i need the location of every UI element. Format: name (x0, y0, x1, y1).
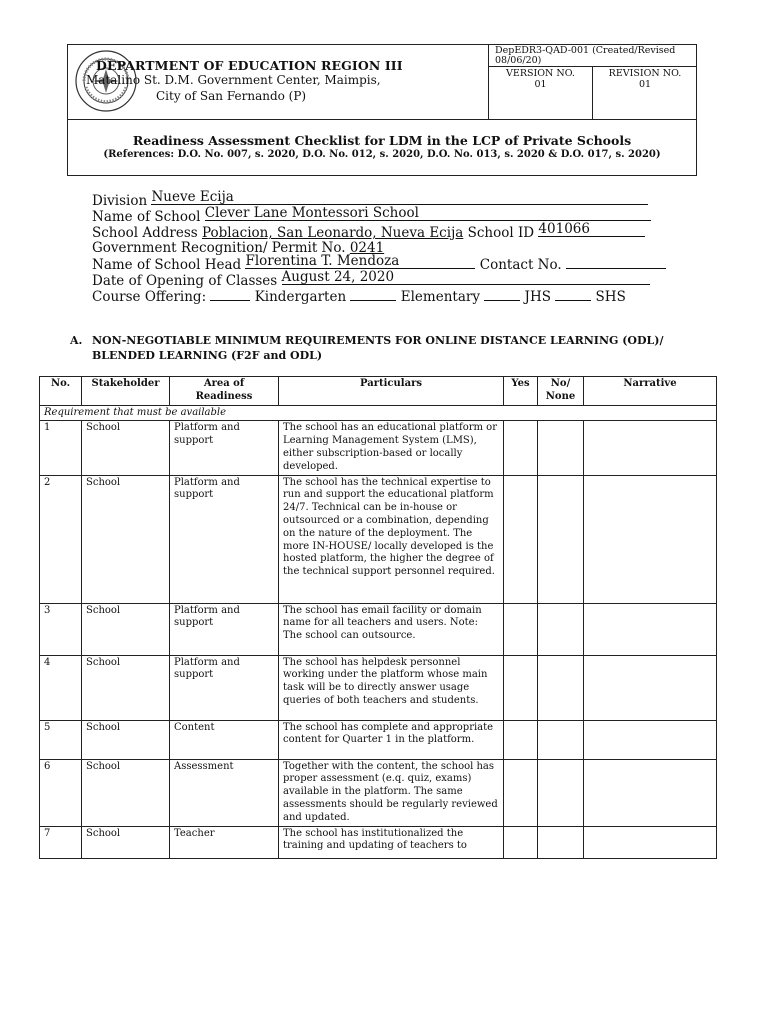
division-value: Nueve Ecija (151, 189, 234, 205)
revision-label: REVISION NO. (608, 68, 682, 79)
school-id-field (538, 221, 645, 237)
section-a-letter: A. (70, 334, 83, 347)
header-top-row (68, 45, 696, 120)
row-yes-cell[interactable] (504, 720, 538, 759)
opening-date-label: Date of Opening of Classes (92, 273, 282, 289)
header-narrative: Narrative (584, 377, 717, 406)
row-particulars: The school has institutionalized the training and updating of teachers to (279, 826, 504, 858)
course-offering-line (92, 288, 626, 305)
row-yes-cell[interactable] (504, 603, 538, 655)
row-no: 5 (40, 720, 82, 759)
row-area: Platform and support (170, 475, 279, 603)
row-narrative-cell[interactable] (584, 655, 717, 720)
requirements-table (39, 376, 717, 859)
document-references: (References: D.O. No. 007, s. 2020, D.O. No. 012, s. 2020, D.O. No. 013, s. 2020 & D.O. 017, s. 2020) (103, 149, 661, 160)
requirement-subheader: Requirement that must be available (40, 405, 717, 421)
jhs-label: JHS (520, 289, 556, 305)
row-stakeholder: School (82, 475, 170, 603)
header-yes: Yes (504, 377, 538, 406)
table-row (40, 603, 717, 655)
opening-date-field (281, 269, 650, 285)
row-yes-cell[interactable] (504, 475, 538, 603)
school-head-label: Name of School Head (92, 257, 246, 273)
row-stakeholder: School (82, 421, 170, 475)
section-a-line1: NON-NEGOTIABLE MINIMUM REQUIREMENTS FOR ONLINE DISTANCE LEARNING (ODL)/ (92, 334, 664, 347)
shs-label: SHS (591, 289, 626, 305)
division-label: Division (92, 193, 152, 209)
row-area: Platform and support (170, 655, 279, 720)
table-header-row (40, 377, 717, 406)
row-stakeholder: School (82, 655, 170, 720)
row-stakeholder: School (82, 603, 170, 655)
row-yes-cell[interactable] (504, 655, 538, 720)
department-name: DEPARTMENT OF EDUCATION REGION III (96, 58, 403, 73)
revision-cell (593, 67, 697, 119)
revision-value: 01 (638, 79, 652, 90)
row-particulars: The school has complete and appropriate content for Quarter 1 in the platform. (279, 720, 504, 759)
row-stakeholder: School (82, 720, 170, 759)
header-stakeholder: Stakeholder (82, 377, 170, 406)
document-code: DepEDR3-QAD-001 (Created/Revised 08/06/20) (489, 45, 697, 67)
table-row (40, 720, 717, 759)
row-yes-cell[interactable] (504, 759, 538, 826)
table-row (40, 655, 717, 720)
school-name-label: Name of School (92, 209, 205, 225)
document-header (67, 44, 697, 176)
row-no: 4 (40, 655, 82, 720)
section-a-line2: BLENDED LEARNING (F2F and ODL) (92, 349, 323, 362)
row-no: 1 (40, 421, 82, 475)
division-field (151, 189, 648, 205)
row-narrative-cell[interactable] (584, 720, 717, 759)
row-narrative-cell[interactable] (584, 475, 717, 603)
header-no-none: No/ None (538, 377, 584, 406)
table-row (40, 475, 717, 603)
document-title: Readiness Assessment Checklist for LDM in the LCP of Private Schools (132, 133, 632, 148)
elementary-label: Elementary (396, 289, 485, 305)
row-stakeholder: School (82, 759, 170, 826)
row-area: Teacher (170, 826, 279, 858)
row-particulars: The school has helpdesk personnel working under the platform whose main task will be to directly answer usage queries of both teachers and students. (279, 655, 504, 720)
elementary-check (350, 288, 396, 301)
row-no-cell[interactable] (538, 655, 584, 720)
row-no: 2 (40, 475, 82, 603)
jhs-check (484, 288, 520, 301)
school-id-label: School ID (463, 225, 539, 241)
table-subheader-row (40, 405, 717, 421)
permit-label: Government Recognition/ Permit No. (92, 240, 350, 256)
school-head-field (245, 253, 475, 269)
row-narrative-cell[interactable] (584, 826, 717, 858)
version-label: VERSION NO. (506, 68, 575, 79)
row-area: Assessment (170, 759, 279, 826)
school-address-line (92, 221, 645, 241)
school-head-value: Florentina T. Mendoza (245, 253, 400, 269)
opening-date-value: August 24, 2020 (281, 269, 395, 285)
header-particulars: Particulars (279, 377, 504, 406)
row-particulars: The school has the technical expertise to run and support the educational platform 24/7. Technical can be in-house or outsourced or a combination, depending on the nature of the deployment. The more IN-HOUSE/ locally developed is the hosted platform, the higher the degree of the technical support personnel required. (279, 475, 504, 603)
kindergarten-label: Kindergarten (250, 289, 351, 305)
row-particulars: Together with the content, the school has proper assessment (e.q. quiz, exams) available in the platform. The same assessments should be regularly reviewed and updated. (279, 759, 504, 826)
table-row (40, 826, 717, 858)
row-stakeholder: School (82, 826, 170, 858)
opening-date-line (92, 269, 650, 289)
row-area: Platform and support (170, 603, 279, 655)
row-no: 6 (40, 759, 82, 826)
version-cell (489, 67, 593, 119)
contact-label: Contact No. (475, 257, 566, 273)
school-name-field (204, 205, 651, 221)
row-particulars: The school has an educational platform or Learning Management System (LMS), either subscription-based or locally developed. (279, 421, 504, 475)
row-narrative-cell[interactable] (584, 759, 717, 826)
row-narrative-cell[interactable] (584, 421, 717, 475)
contact-field (566, 256, 666, 269)
school-address-label: School Address (92, 225, 202, 241)
school-address-value: Poblacion, San Leonardo, Nueva Ecija (202, 225, 464, 241)
row-yes-cell[interactable] (504, 826, 538, 858)
row-particulars: The school has email facility or domain name for all teachers and users. Note: The school can outsource. (279, 603, 504, 655)
table-row (40, 421, 717, 475)
department-address-line1: Matalino St. D.M. Government Center, Maimpis, (86, 73, 381, 87)
permit-value: 0241 (349, 240, 385, 256)
row-narrative-cell[interactable] (584, 603, 717, 655)
school-name-value: Clever Lane Montessori School (204, 205, 419, 221)
row-yes-cell[interactable] (504, 421, 538, 475)
header-no: No. (40, 377, 82, 406)
row-no-cell[interactable] (538, 603, 584, 655)
table-row (40, 759, 717, 826)
header-area: Area of Readiness (170, 377, 279, 406)
shs-check (555, 288, 591, 301)
row-area: Platform and support (170, 421, 279, 475)
row-no-cell[interactable] (538, 720, 584, 759)
row-no-cell[interactable] (538, 421, 584, 475)
section-a-heading (70, 333, 664, 363)
department-address-line2: City of San Fernando (P) (156, 89, 307, 103)
version-value: 01 (534, 79, 547, 90)
school-id-value: 401066 (538, 221, 590, 237)
document-meta (488, 45, 697, 119)
row-no: 7 (40, 826, 82, 858)
row-no: 3 (40, 603, 82, 655)
row-area: Content (170, 720, 279, 759)
row-no-cell[interactable] (538, 759, 584, 826)
course-offering-label: Course Offering: (92, 289, 211, 305)
row-no-cell[interactable] (538, 475, 584, 603)
row-no-cell[interactable] (538, 826, 584, 858)
kindergarten-check (210, 288, 250, 301)
